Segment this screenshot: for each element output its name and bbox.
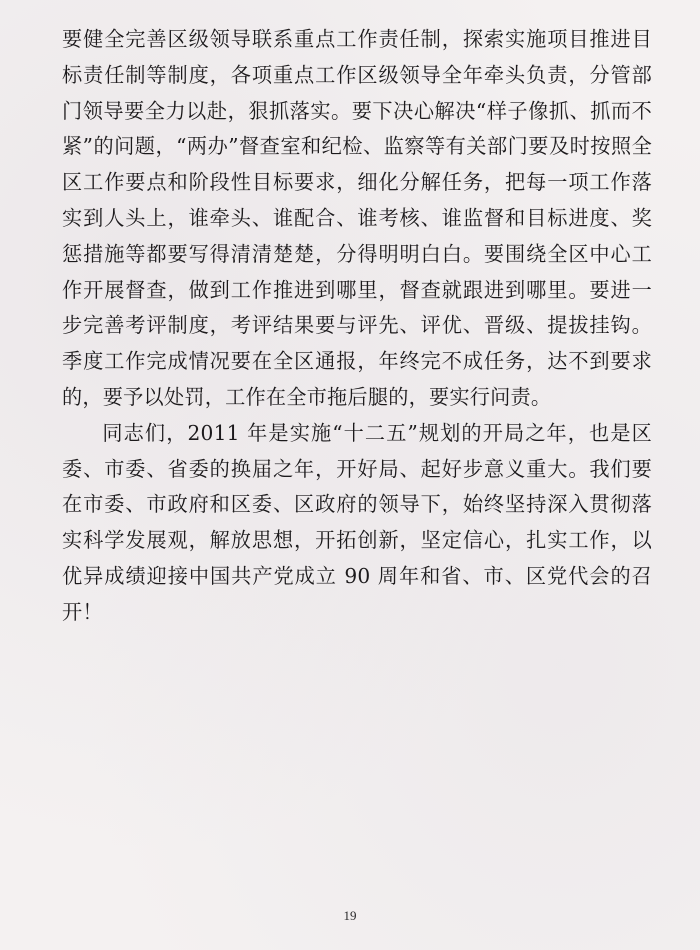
page-number: 19 <box>343 908 357 923</box>
paragraph-closing: 同志们，2011 年是实施“十二五”规划的开局之年，也是区委、市委、省委的换届之年，开好局、起好步意义重大。我们要在市委、市政府和区委、区政府的领导下，始终坚持深入贯彻落实科学发展观，解放思想，开拓创新，坚定信心，扎实工作，以优异成绩迎接中国共产党成立 90 周年和省、市、区党代会的召开！ <box>62 420 652 624</box>
paragraph-continued: 要健全完善区级领导联系重点工作责任制，探索实施项目推进目标责任制等制度，各项重点工作区级领导全年牵头负责，分管部门领导要全力以赴，狠抓落实。要下决心解决“样子像抓、抓而不紧”的问题，“两办”督查室和纪检、监察等有关部门要及时按照全区工作要点和阶段性目标要求，细化分解任务，把每一项工作落实到人头上，谁牵头、谁配合、谁考核、谁监督和目标进度、奖惩措施等都要写得清清楚楚，分得明明白白。要围绕全区中心工作开展督查，做到工作推进到哪里，督查就跟进到哪里。要进一步完善考评制度，考评结果要与评先、评优、晋级、提拔挂钩。季度工作完成情况要在全区通报，年终完不成任务，达不到要求的，要予以处罚，工作在全市拖后腿的，要实行问责。 <box>62 27 652 409</box>
document-body <box>62 22 652 631</box>
